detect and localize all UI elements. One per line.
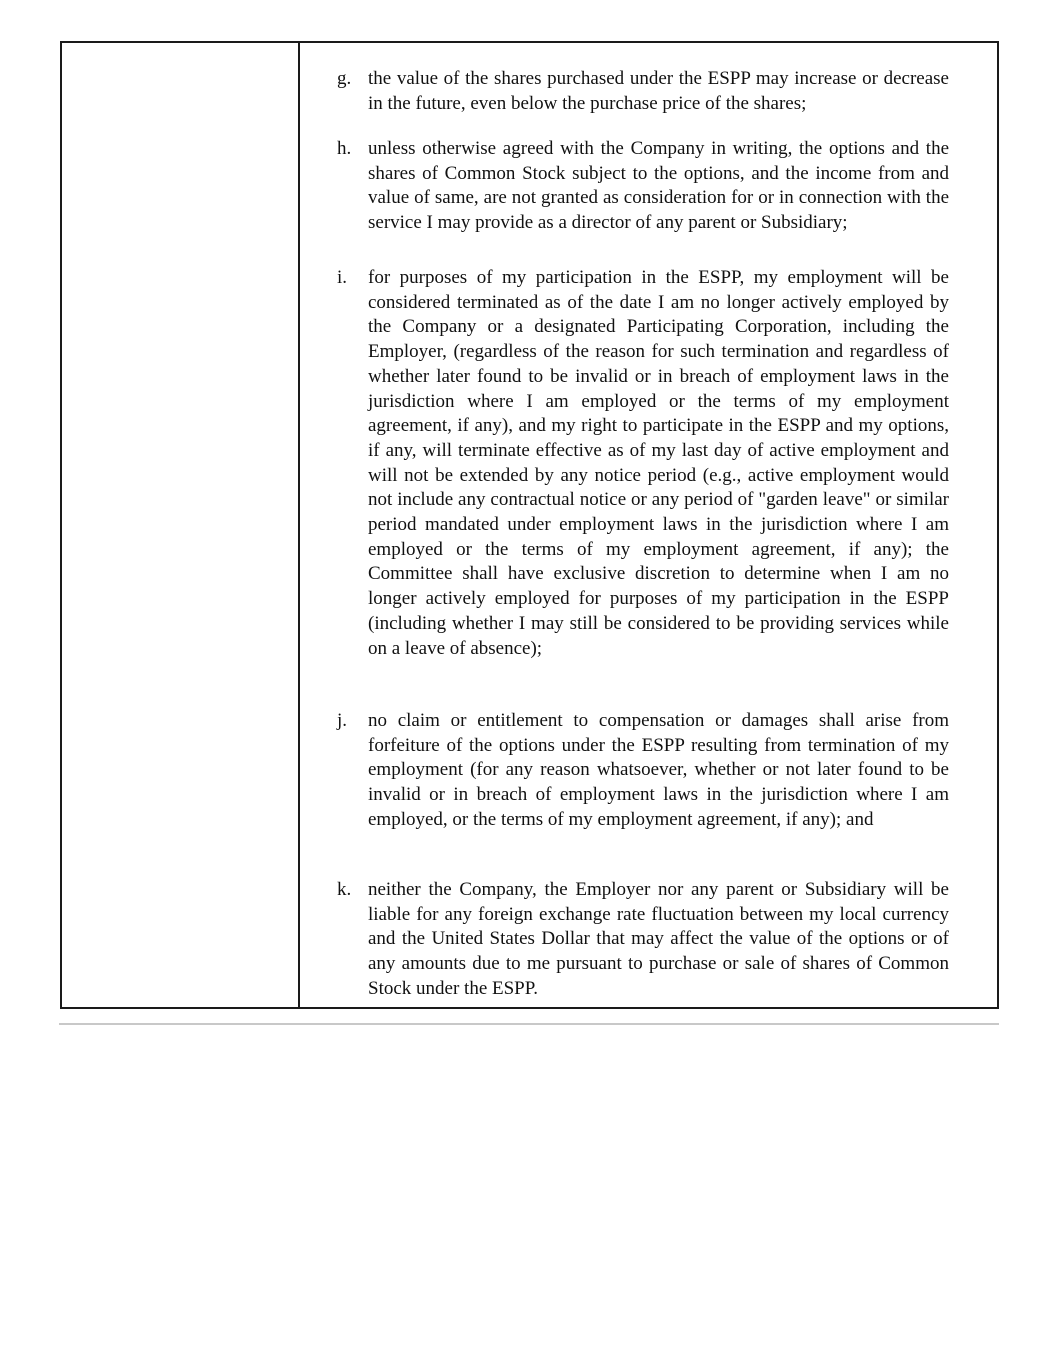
list-item-text: unless otherwise agreed with the Company in writing, the options and the shares of Common Stock subject to the options, and the income from and value of same, are not granted as consideration for or in connection with the service I may provide as a director of any parent or Subsidiary; [368, 138, 949, 234]
list-marker: h. [337, 138, 352, 159]
document-table [60, 41, 999, 1009]
page-divider [59, 1023, 999, 1025]
left-column-cell [62, 43, 300, 1007]
list-item-h [337, 137, 949, 236]
list-marker: g. [337, 68, 352, 89]
list-item-text: no claim or entitlement to compensation or damages shall arise from forfeiture of the options under the ESPP resulting from termination of my employment (for any reason whatsoever, whether or not later found to be invalid or in breach of employment laws in the jurisdiction where I am employed, or the terms of my employment agreement, if any); and [368, 710, 949, 830]
right-column-cell [300, 43, 997, 1007]
list-item-i [337, 266, 949, 661]
list-marker: k. [337, 879, 352, 900]
list-item-text: neither the Company, the Employer nor any parent or Subsidiary will be liable for any foreign exchange rate fluctuation between my local currency and the United States Dollar that may affect the value of the options or of any amounts due to me pursuant to purchase or sale of shares of Common Stock under the ESPP. [368, 879, 949, 999]
list-item-text: the value of the shares purchased under the ESPP may increase or decrease in the future, even below the purchase price of the shares; [368, 68, 949, 114]
list-marker: i. [337, 267, 348, 288]
list-item-j [337, 709, 949, 833]
list-marker: j. [337, 710, 348, 731]
list-item-k [337, 878, 949, 1002]
list-item-g [337, 67, 949, 116]
list-item-text: for purposes of my participation in the ESPP, my employment will be considered terminated as of the date I am no longer actively employed by the Company or a designated Participating Corporation, including the Employer, (regardless of the reason for such termination and regardless of whether later found to be invalid or in breach of employment laws in the jurisdiction where I am employed or the terms of my employment agreement, if any), and my right to participate in the ESPP and my options, if any, will terminate effective as of my last day of active employment and will not be extended by any notice period (e.g., active employment would not include any contractual notice or any period of "garden leave" or similar period mandated under employment laws in the jurisdiction where I am employed or the terms of my employment agreement, if any); the Committee shall have exclusive discretion to determine when I am no longer actively employed for purposes of my participation in the ESPP (including whether I may still be considered to be providing services while on a leave of absence); [368, 267, 949, 659]
